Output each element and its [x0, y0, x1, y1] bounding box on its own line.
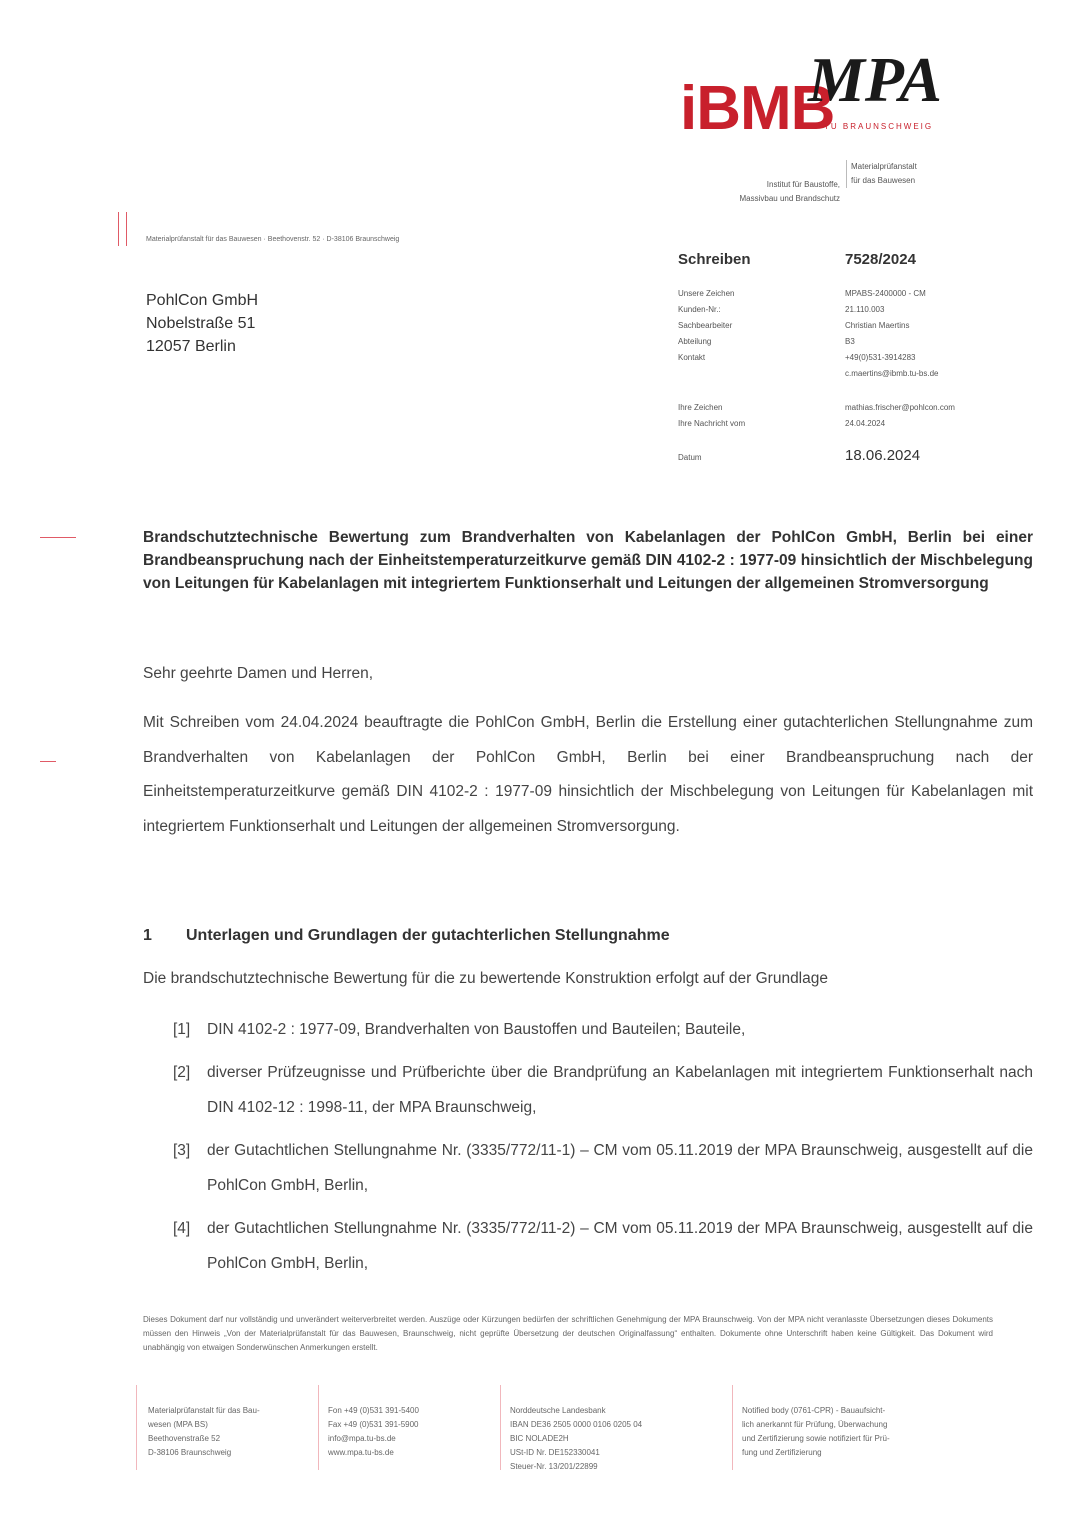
reference-text: der Gutachtlichen Stellungnahme Nr. (3335/772/11-2) – CM vom 05.11.2019 der MPA Braunschweig, ausgestellt auf die PohlCon GmbH, Berlin,: [207, 1220, 1033, 1272]
footer-address: Materialprüfanstalt für das Bau- wesen (MPA BS) Beethovenstraße 52 D-38106 Braunschweig: [148, 1406, 260, 1457]
reference-values: mathias.frischer@pohlcon.com 24.04.2024: [845, 403, 955, 428]
reference-item: [173, 1133, 1033, 1203]
reference-number: [1]: [173, 1021, 191, 1038]
footer-divider: [318, 1385, 319, 1470]
fold-mark: [118, 212, 119, 246]
info-labels: Unsere Zeichen Kunden-Nr.: Sachbearbeiter Abteilung Kontakt: [678, 289, 735, 362]
info-values: MPABS-2400000 - CM 21.110.003 Christian Maertins B3 +49(0)531-3914283 c.maertins@ibmb.tu-bs.de: [845, 289, 939, 378]
fold-mark: [40, 537, 76, 538]
section-number: 1: [143, 927, 152, 944]
address-line: 12057 Berlin: [146, 338, 236, 355]
salutation: Sehr geehrte Damen und Herren,: [143, 665, 374, 682]
reference-labels: Ihre Zeichen Ihre Nachricht vom: [678, 403, 746, 428]
institute-name-left: Institut für Baustoffe, Massivbau und Brandschutz: [739, 180, 840, 203]
institute-name-right: Materialprüfanstalt für das Bauwesen: [846, 160, 1001, 188]
section-title: Unterlagen und Grundlagen der gutachterlichen Stellungnahme: [186, 927, 670, 944]
body-paragraph: Mit Schreiben vom 24.04.2024 beauftragte die PohlCon GmbH, Berlin die Erstellung einer gutachterlichen Stellungnahme zum Brandverhalten von Kabelanlagen der PohlCon GmbH, Berlin bei einer Brandbeanspruchung nach der Einheitstemperaturzeitkurve gemäß DIN 4102-2 : 1977-09 hinsichtlich der Mischbelegung von Leitungen für Kabelanlagen mit integriertem Funktionserhalt und Leitungen der allgemeinen Stromversorgung.: [143, 714, 1033, 835]
reference-number: [3]: [173, 1142, 191, 1159]
reference-list: [173, 1012, 1033, 1289]
fold-mark: [126, 212, 127, 246]
reference-text: der Gutachtlichen Stellungnahme Nr. (3335/772/11-1) – CM vom 05.11.2019 der MPA Braunschweig, ausgestellt auf die PohlCon GmbH, Berlin,: [207, 1142, 1033, 1194]
logo-mpa-text: MPA: [808, 44, 942, 115]
section-intro: Die brandschutztechnische Bewertung für die zu bewertende Konstruktion erfolgt auf der Grundlage: [143, 970, 828, 987]
footer-divider: [500, 1385, 501, 1470]
footer-bank: Norddeutsche Landesbank IBAN DE36 2505 0000 0106 0205 04 BIC NOLADE2H USt-ID Nr. DE152330041 Steuer-Nr. 13/201/22899: [510, 1406, 643, 1471]
date-label: Datum: [678, 453, 702, 462]
reference-text: DIN 4102-2 : 1977-09, Brandverhalten von Baustoffen und Bauteilen; Bauteile,: [207, 1021, 746, 1038]
footer-accreditation: Notified body (0761-CPR) - Bauaufsicht- lich anerkannt für Prüfung, Überwachung und Zertifizierung sowie notifiziert für Prü- fung und Zertifizierung: [742, 1406, 890, 1457]
fold-mark: [40, 761, 56, 762]
reference-number: [2]: [173, 1064, 191, 1081]
logo-ibmb-text: iBMB: [680, 74, 835, 143]
reference-number: [4]: [173, 1220, 191, 1237]
subject-heading: Brandschutztechnische Bewertung zum Brandverhalten von Kabelanlagen der PohlCon GmbH, Berlin bei einer Brandbeanspruchung nach der Einheitstemperaturzeitkurve gemäß DIN 4102-2 : 1977-09 hinsichtlich der Mischbelegung von Leitungen für Kabelanlagen mit integriertem Funktionserhalt und Leitungen der allgemeinen Stromversorgung: [143, 529, 1033, 592]
sender-return-address: Materialprüfanstalt für das Bauwesen · Beethovenstr. 52 · D-38106 Braunschweig: [146, 236, 400, 243]
recipient-address: [146, 289, 258, 358]
reference-item: [173, 1012, 1033, 1047]
footer-divider: [136, 1385, 137, 1470]
address-line: Nobelstraße 51: [146, 315, 256, 332]
legal-disclaimer: Dieses Dokument darf nur vollständig und unverändert weiterverbreitet werden. Auszüge oder Kürzungen bedürfen der schriftlichen Genehmigung der MPA Braunschweig. Von der MPA nicht veranlasste Übersetzungen dieses Dokuments müssen den Hinweis „Von der Materialprüfanstalt für das Bauwesen, Braunschweig, nicht geprüfte Übersetzung der deutschen Originalfassung“ enthalten. Dokumente ohne Unterschrift haben keine Gültigkeit. Das Dokument wird unabhängig von etwaigen Sonderwünschen Anmerkungen erstellt.: [143, 1315, 993, 1352]
footer-contact: Fon +49 (0)531 391-5400 Fax +49 (0)531 391-5900 info@mpa.tu-bs.de www.mpa.tu-bs.de: [328, 1406, 419, 1457]
date-value: 18.06.2024: [845, 447, 921, 464]
reference-text: diverser Prüfzeugnisse und Prüfberichte über die Brandprüfung an Kabelanlagen mit integriertem Funktionserhalt nach DIN 4102-12 : 1998-11, der MPA Braunschweig,: [207, 1064, 1033, 1116]
document-type: Schreiben: [678, 251, 751, 268]
address-line: PohlCon GmbH: [146, 292, 259, 309]
ibmb-mpa-logo: [680, 44, 980, 148]
document-number: 7528/2024: [845, 251, 916, 268]
logo-subtitle: TU BRAUNSCHWEIG: [824, 122, 934, 131]
reference-item: [173, 1055, 1033, 1125]
footer-divider: [732, 1385, 733, 1470]
reference-item: [173, 1211, 1033, 1281]
